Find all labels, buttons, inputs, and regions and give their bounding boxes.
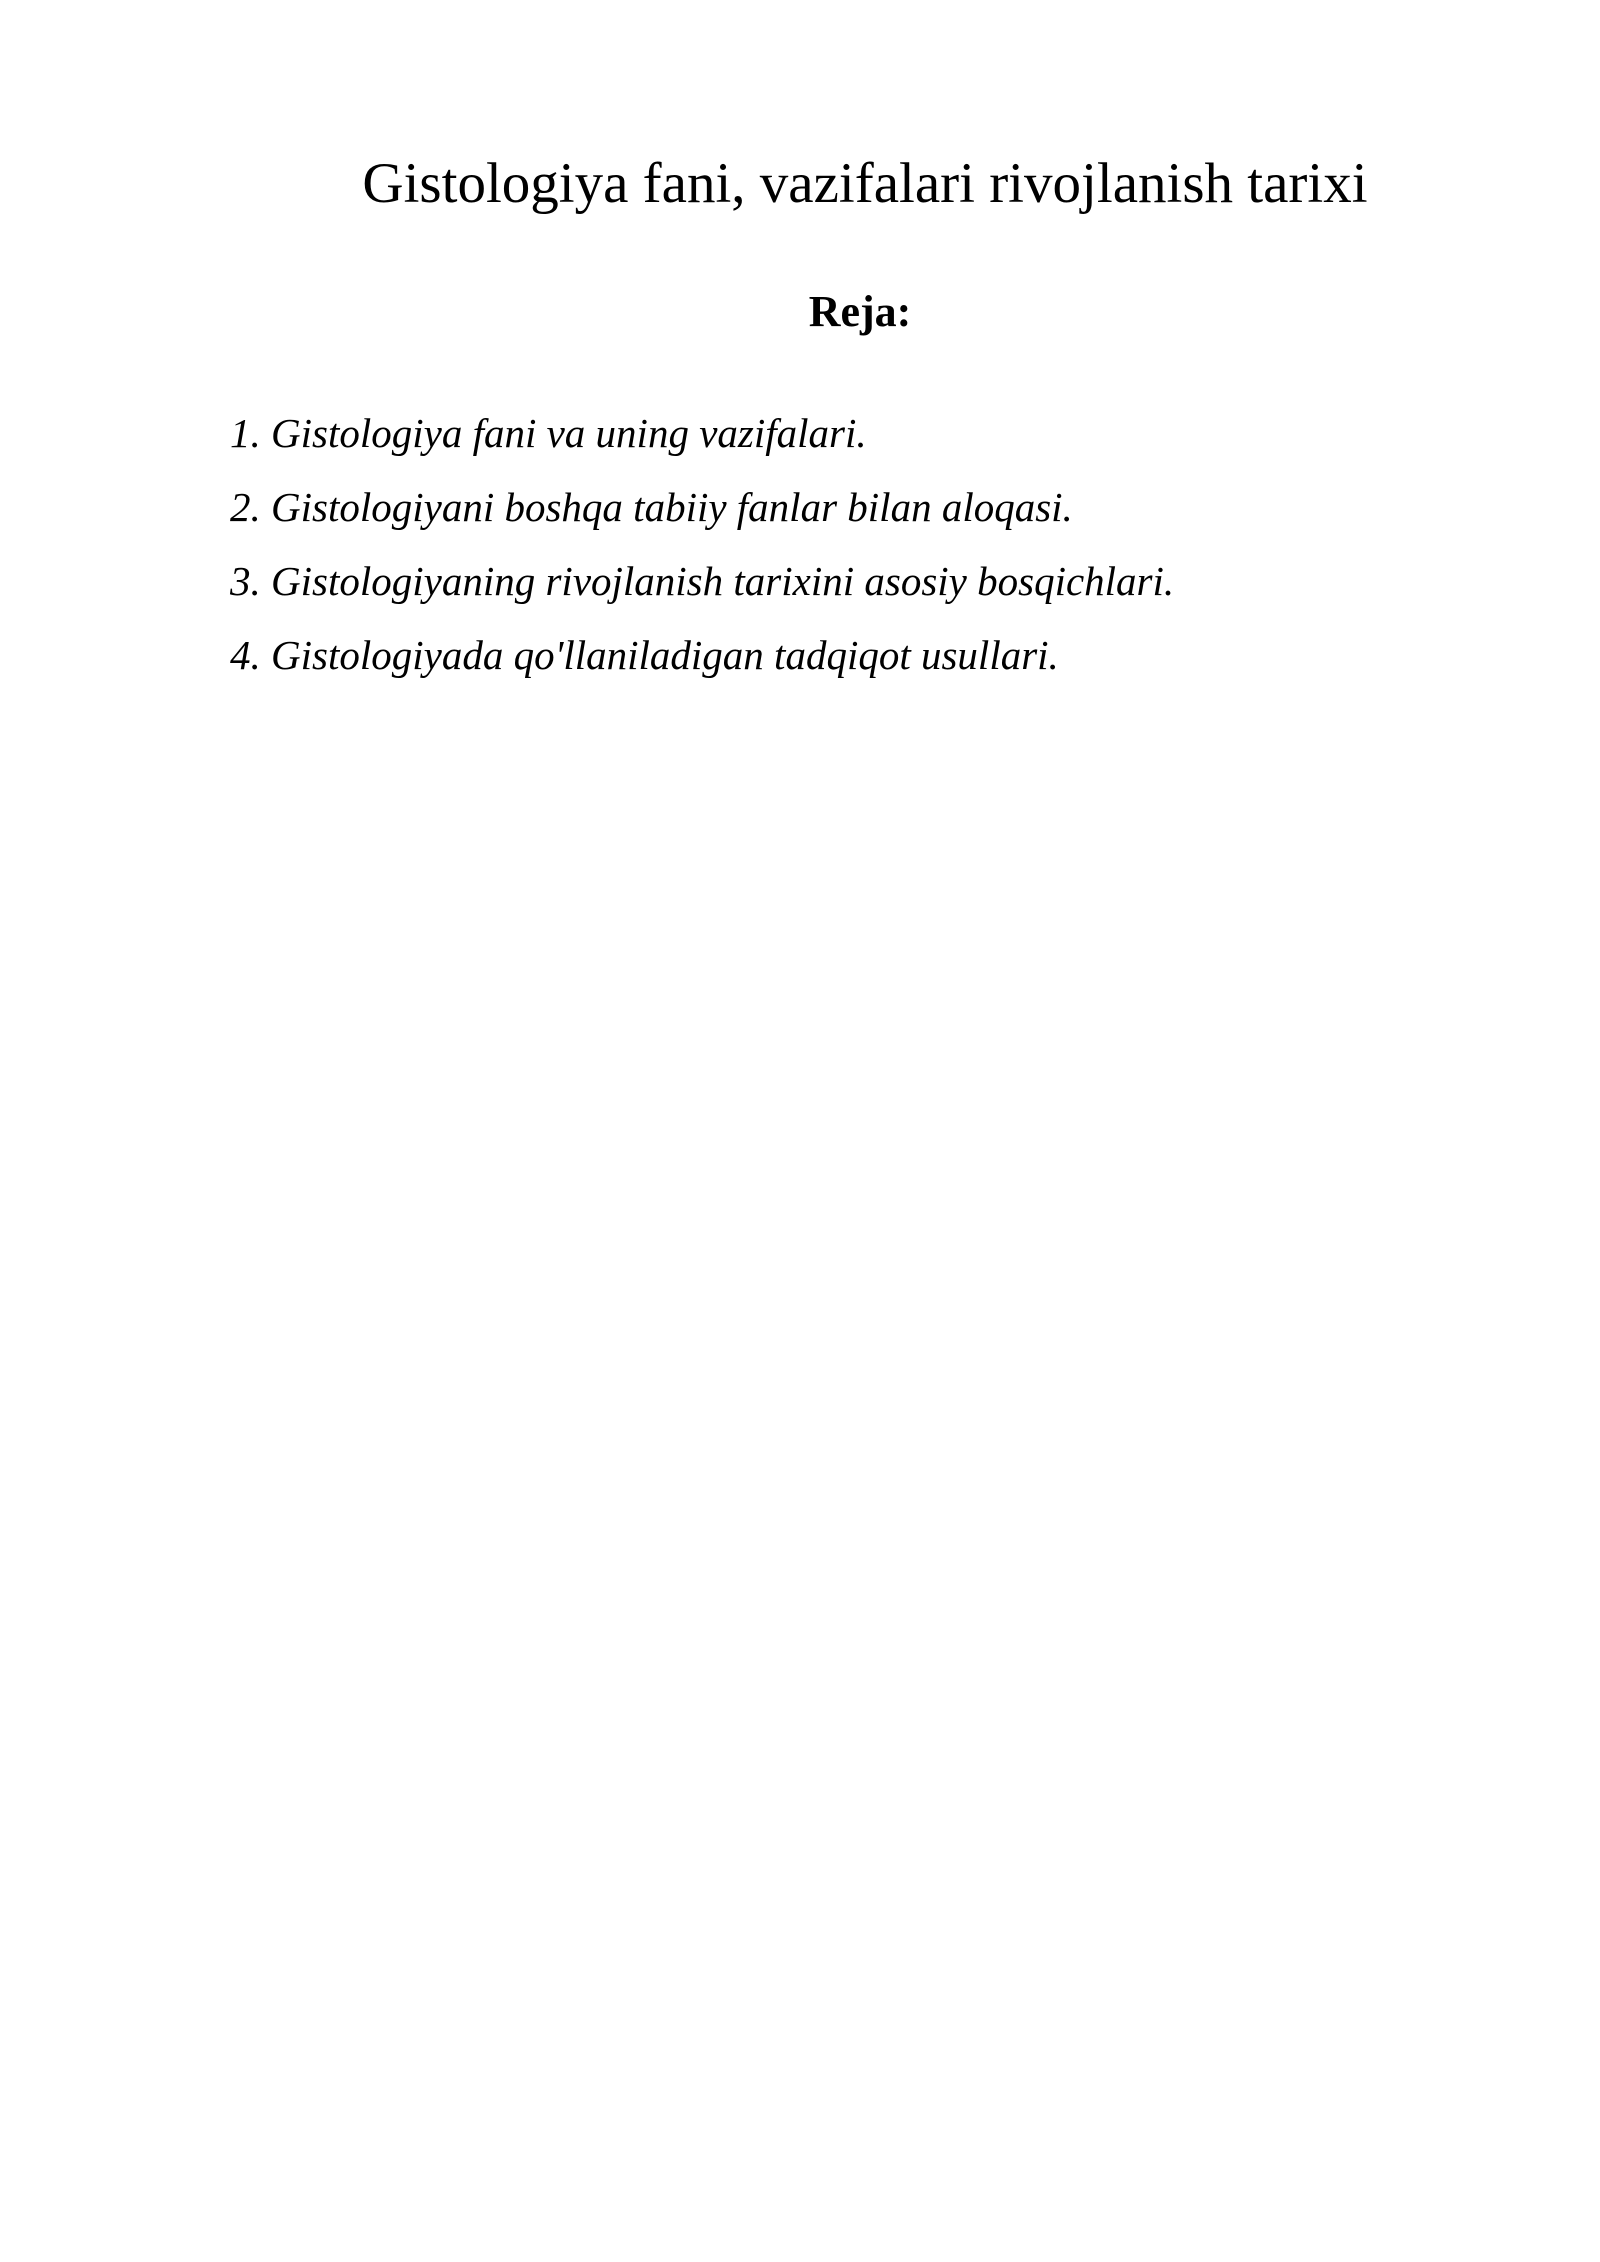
document-title: Gistologiya fani, vazifalari rivojlanish tarixi — [362, 152, 1368, 215]
plan-item: 4. Gistologiyada qo'llaniladigan tadqiqot usullari. — [230, 632, 1059, 678]
plan-heading: Reja: — [808, 287, 912, 336]
plan-item: 3. Gistologiyaning rivojlanish tarixini asosiy bosqichlari. — [230, 558, 1175, 604]
plan-list — [230, 396, 1174, 692]
plan-item: 1. Gistologiya fani va uning vazifalari. — [230, 410, 867, 456]
plan-item: 2. Gistologiyani boshqa tabiiy fanlar bilan aloqasi. — [230, 484, 1073, 530]
